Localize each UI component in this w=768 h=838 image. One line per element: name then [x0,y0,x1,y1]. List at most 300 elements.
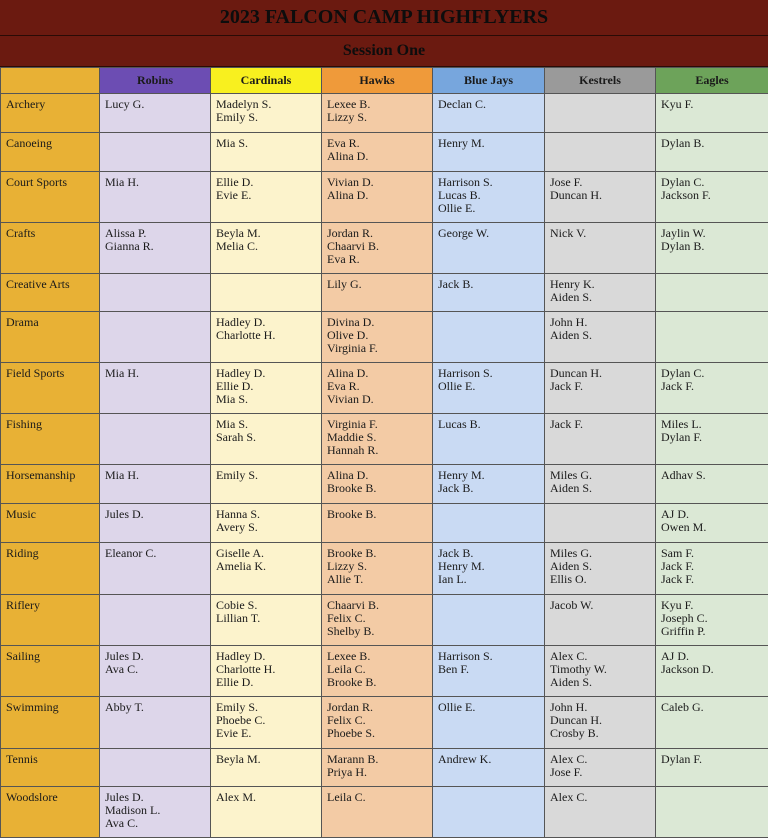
cell-robins [100,363,211,414]
camper-name: Virginia F. [327,418,432,431]
camper-name: Lucas B. [438,189,544,202]
cell-eagles [656,223,768,274]
cell-blue-jays [433,223,545,274]
activity-cell [1,465,100,504]
cell-kestrels [545,363,656,414]
camper-name: Jordan R. [327,701,432,714]
cell-eagles [656,94,768,133]
camper-name: Ellis O. [550,573,655,586]
camper-name: Dylan C. [661,176,768,189]
camper-name: Charlotte H. [216,329,321,342]
activity-cell [1,223,100,274]
camper-name: Vivian D. [327,176,432,189]
camper-name: Felix C. [327,612,432,625]
camper-name: Aiden S. [550,482,655,495]
camper-name: Mia S. [216,393,321,406]
camper-name: Mia H. [105,176,210,189]
cell-hawks [322,312,433,363]
camper-name: Griffin P. [661,625,768,638]
camper-name: Eleanor C. [105,547,210,560]
group-header-eagles: Eagles [656,68,768,94]
cell-robins [100,697,211,749]
camper-name: Alex C. [550,650,655,663]
cell-blue-jays [433,312,545,363]
cell-cardinals [211,697,322,749]
activity-cell [1,697,100,749]
cell-robins [100,787,211,838]
camper-name: Aiden S. [550,560,655,573]
camper-name: Joseph C. [661,612,768,625]
camper-name: Ellie D. [216,676,321,689]
activity-cell [1,414,100,465]
camper-name: Jackson F. [661,189,768,202]
cell-blue-jays [433,414,545,465]
camper-name: Jules D. [105,650,210,663]
cell-eagles [656,697,768,749]
cell-cardinals [211,595,322,646]
cell-robins [100,223,211,274]
camper-name: Eva R. [327,380,432,393]
activity-cell [1,312,100,363]
camper-name: Aiden S. [550,329,655,342]
group-header-hawks: Hawks [322,68,433,94]
camper-name: Jack F. [661,560,768,573]
cell-blue-jays [433,543,545,595]
camper-name: Priya H. [327,766,432,779]
activity-label: Creative Arts [1,274,99,291]
camper-name: Lizzy S. [327,560,432,573]
activity-label: Canoeing [1,133,99,150]
camper-name: Beyla M. [216,227,321,240]
table-row [1,697,768,749]
camper-name: Amelia K. [216,560,321,573]
camper-name: Abby T. [105,701,210,714]
cell-cardinals [211,749,322,787]
camper-name: Ian L. [438,573,544,586]
camper-name: Hadley D. [216,367,321,380]
camper-name: Alex C. [550,791,655,804]
camper-name: Giselle A. [216,547,321,560]
camper-name: Duncan H. [550,189,655,202]
camper-name: Ava C. [105,817,210,830]
camper-name: Divina D. [327,316,432,329]
table-row [1,595,768,646]
camper-name: Jackson D. [661,663,768,676]
cell-robins [100,543,211,595]
cell-hawks [322,274,433,312]
cell-hawks [322,172,433,223]
camper-name: Mia S. [216,137,321,150]
cell-robins [100,274,211,312]
camper-name: Eva R. [327,137,432,150]
cell-hawks [322,414,433,465]
table-row [1,94,768,133]
schedule-body [1,94,768,838]
camper-name: Lillian T. [216,612,321,625]
camper-name: Henry M. [438,469,544,482]
camper-name: Gianna R. [105,240,210,253]
cell-cardinals [211,223,322,274]
cell-robins [100,94,211,133]
cell-blue-jays [433,172,545,223]
activity-cell [1,504,100,543]
activity-label: Field Sports [1,363,99,380]
camper-name: Madelyn S. [216,98,321,111]
table-row [1,543,768,595]
camper-name: Olive D. [327,329,432,342]
camper-name: Ollie E. [438,380,544,393]
camper-name: Jules D. [105,791,210,804]
cell-kestrels [545,133,656,172]
cell-kestrels [545,697,656,749]
activity-label: Archery [1,94,99,111]
cell-kestrels [545,465,656,504]
camper-name: Crosby B. [550,727,655,740]
camper-name: Alina D. [327,189,432,202]
cell-kestrels [545,414,656,465]
camper-name: Alina D. [327,150,432,163]
camper-name: Aiden S. [550,291,655,304]
camper-name: Shelby B. [327,625,432,638]
cell-kestrels [545,787,656,838]
camper-name: Henry K. [550,278,655,291]
camper-name: John H. [550,701,655,714]
cell-kestrels [545,595,656,646]
cell-kestrels [545,172,656,223]
cell-hawks [322,595,433,646]
camper-name: Alex C. [550,753,655,766]
camper-name: Harrison S. [438,367,544,380]
camper-name: Hadley D. [216,316,321,329]
cell-blue-jays [433,697,545,749]
camper-name: Lexee B. [327,98,432,111]
camper-name: AJ D. [661,650,768,663]
camper-name: Mia S. [216,418,321,431]
camper-name: Lexee B. [327,650,432,663]
table-row [1,172,768,223]
camper-name: Jack F. [550,380,655,393]
cell-cardinals [211,94,322,133]
cell-eagles [656,363,768,414]
camper-name: Ollie E. [438,701,544,714]
table-row [1,465,768,504]
cell-blue-jays [433,504,545,543]
cell-blue-jays [433,274,545,312]
camper-name: Emily S. [216,701,321,714]
cell-robins [100,646,211,697]
cell-robins [100,312,211,363]
camper-name: Madison L. [105,804,210,817]
group-header-cardinals: Cardinals [211,68,322,94]
cell-blue-jays [433,465,545,504]
camper-name: Lucy G. [105,98,210,111]
cell-cardinals [211,172,322,223]
activity-label: Woodslore [1,787,99,804]
camper-name: Brooke B. [327,482,432,495]
camper-name: Ollie E. [438,202,544,215]
camper-name: Alina D. [327,367,432,380]
cell-eagles [656,595,768,646]
camper-name: Phoebe C. [216,714,321,727]
activity-cell [1,94,100,133]
activity-cell [1,133,100,172]
activity-label: Horsemanship [1,465,99,482]
table-row [1,787,768,838]
cell-hawks [322,543,433,595]
camper-name: Ellie D. [216,380,321,393]
cell-eagles [656,133,768,172]
cell-cardinals [211,312,322,363]
cell-eagles [656,749,768,787]
activity-cell [1,543,100,595]
cell-hawks [322,697,433,749]
table-row [1,223,768,274]
cell-eagles [656,414,768,465]
camper-name: Dylan C. [661,367,768,380]
page-title: 2023 FALCON CAMP HIGHFLYERS [0,0,768,36]
cell-hawks [322,646,433,697]
camper-name: Harrison S. [438,650,544,663]
camper-name: Kyu F. [661,599,768,612]
camper-name: Hadley D. [216,650,321,663]
activity-cell [1,749,100,787]
camper-name: Jules D. [105,508,210,521]
cell-blue-jays [433,94,545,133]
cell-cardinals [211,414,322,465]
schedule-table [0,67,768,838]
activity-label: Music [1,504,99,521]
cell-robins [100,465,211,504]
table-row [1,749,768,787]
camper-name: Virginia F. [327,342,432,355]
camper-name: Duncan H. [550,367,655,380]
cell-hawks [322,504,433,543]
cell-eagles [656,646,768,697]
activity-label: Fishing [1,414,99,431]
cell-robins [100,749,211,787]
camper-name: Alina D. [327,469,432,482]
activity-label: Sailing [1,646,99,663]
cell-hawks [322,363,433,414]
camper-name: Henry M. [438,137,544,150]
camper-name: Henry M. [438,560,544,573]
cell-robins [100,172,211,223]
cell-cardinals [211,646,322,697]
camper-name: Timothy W. [550,663,655,676]
camper-name: Evie E. [216,727,321,740]
camper-name: Dylan B. [661,240,768,253]
cell-eagles [656,787,768,838]
cell-cardinals [211,787,322,838]
cell-kestrels [545,504,656,543]
camper-name: Leila C. [327,791,432,804]
cell-blue-jays [433,133,545,172]
cell-blue-jays [433,646,545,697]
camper-name: Hannah R. [327,444,432,457]
cell-robins [100,133,211,172]
activity-label: Crafts [1,223,99,240]
cell-hawks [322,749,433,787]
camper-name: Caleb G. [661,701,768,714]
cell-kestrels [545,749,656,787]
activity-cell [1,595,100,646]
camper-name: Mia H. [105,469,210,482]
camper-name: Emily S. [216,111,321,124]
camper-name: Kyu F. [661,98,768,111]
camper-name: Chaarvi B. [327,599,432,612]
cell-kestrels [545,543,656,595]
cell-kestrels [545,646,656,697]
cell-eagles [656,274,768,312]
camper-name: Dylan F. [661,431,768,444]
camper-name: Felix C. [327,714,432,727]
camper-name: AJ D. [661,508,768,521]
camper-name: Jack F. [661,573,768,586]
cell-hawks [322,94,433,133]
camper-name: Charlotte H. [216,663,321,676]
camper-name: Dylan B. [661,137,768,150]
table-row [1,363,768,414]
camper-name: Alissa P. [105,227,210,240]
cell-kestrels [545,94,656,133]
camper-name: Jaylin W. [661,227,768,240]
cell-hawks [322,223,433,274]
cell-kestrels [545,312,656,363]
camper-name: Jacob W. [550,599,655,612]
cell-cardinals [211,363,322,414]
activity-label: Riding [1,543,99,560]
camper-name: Lucas B. [438,418,544,431]
activity-cell [1,787,100,838]
cell-eagles [656,172,768,223]
camper-name: Brooke B. [327,508,432,521]
cell-robins [100,595,211,646]
camper-name: Ava C. [105,663,210,676]
camper-name: Aiden S. [550,676,655,689]
camper-name: Jack F. [550,418,655,431]
camper-name: Evie E. [216,189,321,202]
camper-name: Phoebe S. [327,727,432,740]
camper-name: Miles G. [550,547,655,560]
camper-name: Alex M. [216,791,321,804]
activity-cell [1,274,100,312]
camper-name: Brooke B. [327,547,432,560]
camper-name: John H. [550,316,655,329]
camper-name: Eva R. [327,253,432,266]
cell-blue-jays [433,749,545,787]
table-row [1,504,768,543]
table-row [1,414,768,465]
camper-name: Duncan H. [550,714,655,727]
group-header-blue-jays: Blue Jays [433,68,545,94]
camper-name: Ellie D. [216,176,321,189]
camper-name: Harrison S. [438,176,544,189]
camper-name: Declan C. [438,98,544,111]
activity-label: Drama [1,312,99,329]
table-row [1,312,768,363]
camper-name: Brooke B. [327,676,432,689]
camper-name: Owen M. [661,521,768,534]
camper-name: Miles G. [550,469,655,482]
camper-name: George W. [438,227,544,240]
cell-cardinals [211,133,322,172]
camper-name: Marann B. [327,753,432,766]
cell-eagles [656,312,768,363]
camper-name: Jose F. [550,176,655,189]
camper-name: Jose F. [550,766,655,779]
camper-name: Nick V. [550,227,655,240]
session-title: Session One [0,36,768,67]
cell-kestrels [545,274,656,312]
camper-name: Miles L. [661,418,768,431]
camper-name: Dylan F. [661,753,768,766]
activity-label: Tennis [1,749,99,766]
cell-cardinals [211,465,322,504]
camper-name: Lily G. [327,278,432,291]
camper-name: Beyla M. [216,753,321,766]
camper-name: Andrew K. [438,753,544,766]
activity-cell [1,646,100,697]
camper-name: Emily S. [216,469,321,482]
camper-name: Avery S. [216,521,321,534]
cell-robins [100,414,211,465]
header-row [1,68,768,94]
camper-name: Lizzy S. [327,111,432,124]
table-row [1,133,768,172]
cell-hawks [322,133,433,172]
cell-hawks [322,787,433,838]
table-row [1,646,768,697]
camper-name: Maddie S. [327,431,432,444]
camper-name: Jack B. [438,547,544,560]
camper-name: Leila C. [327,663,432,676]
cell-cardinals [211,543,322,595]
cell-blue-jays [433,787,545,838]
camper-name: Jordan R. [327,227,432,240]
camper-name: Adhav S. [661,469,768,482]
cell-robins [100,504,211,543]
camper-name: Jack F. [661,380,768,393]
cell-hawks [322,465,433,504]
table-row [1,274,768,312]
activity-label: Swimming [1,697,99,714]
camper-name: Ben F. [438,663,544,676]
group-header-kestrels: Kestrels [545,68,656,94]
camper-name: Jack B. [438,278,544,291]
activity-label: Court Sports [1,172,99,189]
camper-name: Allie T. [327,573,432,586]
activity-label: Riflery [1,595,99,612]
cell-eagles [656,543,768,595]
activity-cell [1,172,100,223]
camper-name: Vivian D. [327,393,432,406]
camper-name: Mia H. [105,367,210,380]
camper-name: Hanna S. [216,508,321,521]
camper-name: Cobie S. [216,599,321,612]
camper-name: Sarah S. [216,431,321,444]
cell-cardinals [211,504,322,543]
cell-blue-jays [433,363,545,414]
cell-blue-jays [433,595,545,646]
activity-cell [1,363,100,414]
cell-eagles [656,504,768,543]
cell-eagles [656,465,768,504]
activity-header [1,68,100,94]
camper-name: Chaarvi B. [327,240,432,253]
camper-name: Melia C. [216,240,321,253]
cell-kestrels [545,223,656,274]
camper-name: Jack B. [438,482,544,495]
